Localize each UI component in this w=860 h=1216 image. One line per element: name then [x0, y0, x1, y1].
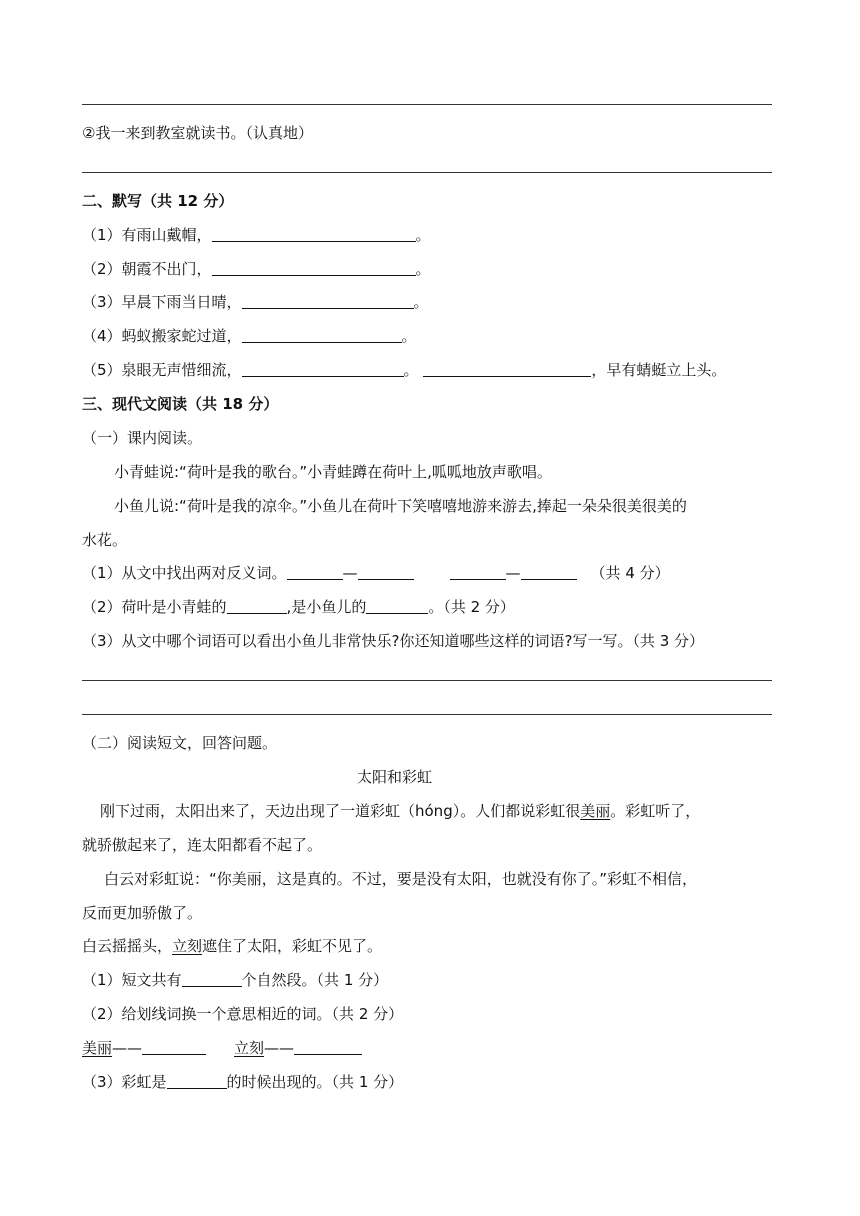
part-1-question-2	[82, 597, 515, 617]
underlined-word: 立刻	[234, 1039, 265, 1057]
fill-blank[interactable]	[450, 563, 506, 580]
score-label: （共 4 分）	[590, 564, 670, 582]
story-paragraph-2: 白云对彩虹说：“你美丽，这是真的。不过，要是没有太阳，也就没有你了。”彩虹不相信，	[104, 870, 698, 888]
dictation-item-3	[82, 292, 429, 312]
dash: —	[342, 564, 358, 582]
punctuation: 。	[415, 260, 431, 278]
part-2-question-2: （2）给划线词换一个意思相近的词。（共 2 分）	[82, 1005, 404, 1023]
section-3-title: 三、现代文阅读（共 18 分）	[82, 395, 279, 413]
punctuation: 。	[415, 226, 431, 244]
punctuation: 。	[403, 361, 419, 379]
fill-blank[interactable]	[167, 1072, 227, 1089]
underlined-word: 立刻	[172, 937, 203, 955]
story-paragraph-1	[100, 801, 700, 821]
dictation-prompt: （1）有雨山戴帽，	[82, 226, 212, 244]
part-2-title: （二）阅读短文，回答问题。	[82, 734, 278, 752]
story-paragraph-3	[82, 936, 382, 956]
story-text: 白云摇摇头，	[82, 937, 173, 955]
part-1-question-3: （3）从文中哪个词语可以看出小鱼儿非常快乐?你还知道哪些这样的词语?写一写。（共 3 分）	[82, 632, 705, 650]
part-2-question-1	[82, 970, 388, 990]
underlined-word: 美丽	[580, 802, 611, 820]
poem-ending: ，早有蜻蜓立上头。	[591, 361, 727, 379]
fill-blank[interactable]	[423, 360, 591, 377]
dictation-item-5	[82, 360, 726, 380]
fill-blank[interactable]	[287, 563, 343, 580]
synonym-answers	[82, 1038, 362, 1058]
question-text: 的时候出现的。（共 1 分）	[226, 1073, 404, 1091]
question-prompt: （1）从文中找出两对反义词。	[82, 564, 287, 582]
story-paragraph-2-cont: 反而更加骄傲了。	[82, 904, 203, 922]
question-prompt: （2）荷叶是小青蛙的	[82, 598, 227, 616]
question-prompt: （1）短文共有	[82, 971, 182, 989]
answer-line	[82, 104, 772, 105]
fill-blank[interactable]	[142, 1038, 206, 1055]
answer-line	[82, 714, 772, 715]
fill-blank[interactable]	[242, 292, 414, 309]
part-1-title: （一）课内阅读。	[82, 429, 203, 447]
part-2-question-3	[82, 1072, 403, 1092]
fill-blank[interactable]	[212, 259, 416, 276]
dictation-item-2	[82, 259, 431, 279]
answer-line	[82, 172, 772, 173]
fill-blank[interactable]	[358, 563, 414, 580]
punctuation: 。	[401, 327, 417, 345]
question-text: ,是小鱼儿的	[286, 598, 367, 616]
rewrite-question-2: ②我一来到教室就读书。（认真地）	[82, 124, 313, 142]
dash: —	[505, 564, 521, 582]
answer-line	[82, 680, 772, 681]
score-label: 。（共 2 分）	[428, 598, 515, 616]
passage-paragraph-1: 小青蛙说:“荷叶是我的歌台。”小青蛙蹲在荷叶上,呱呱地放声歌唱。	[114, 463, 552, 481]
punctuation: 。	[413, 293, 429, 311]
dash: ——	[112, 1039, 143, 1057]
fill-blank[interactable]	[242, 326, 402, 343]
dictation-prompt: （4）蚂蚁搬家蛇过道，	[82, 327, 242, 345]
story-title: 太阳和彩虹	[357, 768, 433, 786]
fill-blank[interactable]	[294, 1038, 362, 1055]
story-paragraph-1-cont: 就骄傲起来了，连太阳都看不起了。	[82, 836, 323, 854]
fill-blank[interactable]	[521, 563, 577, 580]
question-text: 个自然段。（共 1 分）	[241, 971, 389, 989]
dash: ——	[264, 1039, 295, 1057]
fill-blank[interactable]	[242, 360, 404, 377]
underlined-word: 美丽	[82, 1039, 113, 1057]
dictation-item-1	[82, 225, 431, 245]
fill-blank[interactable]	[212, 225, 416, 242]
question-prompt: （3）彩虹是	[82, 1073, 167, 1091]
passage-paragraph-2-cont: 水花。	[82, 531, 128, 549]
passage-paragraph-2: 小鱼儿说:“荷叶是我的凉伞。”小鱼儿在荷叶下笑嘻嘻地游来游去,捧起一朵朵很美很美的	[114, 497, 687, 515]
story-text: 遮住了太阳，彩虹不见了。	[202, 937, 383, 955]
dictation-prompt: （2）朝霞不出门，	[82, 260, 212, 278]
story-text: 。彩虹听了，	[610, 802, 701, 820]
story-text: 刚下过雨，太阳出来了，天边出现了一道彩虹（hóng）。人们都说彩虹很	[100, 802, 581, 820]
fill-blank[interactable]	[182, 970, 242, 987]
dictation-prompt: （3）早晨下雨当日晴，	[82, 293, 242, 311]
part-1-question-1	[82, 563, 772, 583]
fill-blank[interactable]	[227, 597, 287, 614]
dictation-item-4	[82, 326, 417, 346]
section-2-title: 二、默写（共 12 分）	[82, 192, 234, 210]
fill-blank[interactable]	[366, 597, 428, 614]
dictation-prompt: （5）泉眼无声惜细流，	[82, 361, 242, 379]
